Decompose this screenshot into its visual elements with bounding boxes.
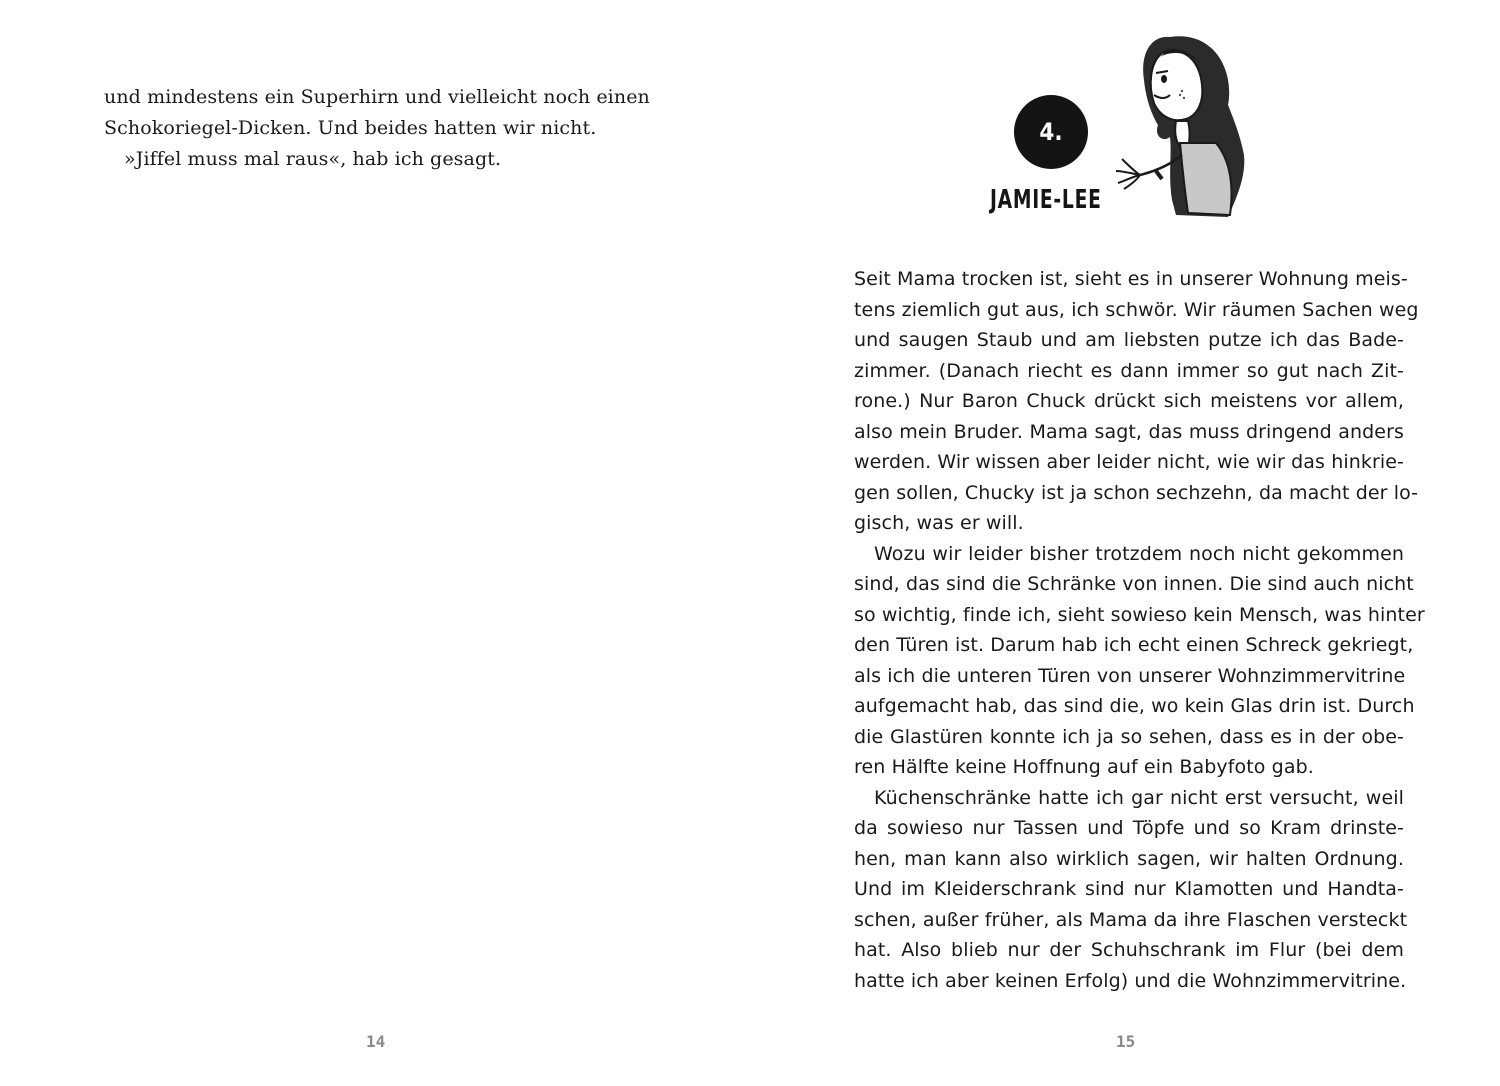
text-line: hen, man kann also wirklich sagen, wir halten Ordnung. [854, 847, 1404, 870]
text-line: gisch, was er will. [854, 512, 1024, 534]
text-line: Wozu wir leider bisher trotzdem noch nicht gekommen [874, 542, 1404, 565]
text-line: hatte ich aber keinen Erfolg) und die Wohnzimmervitrine. [854, 969, 1407, 992]
girl-illustration-icon [1110, 25, 1260, 225]
text-line: Und im Kleiderschrank sind nur Klamotten und Handta- [854, 878, 1404, 900]
text-line: den Türen ist. Darum hab ich echt einen Schreck gekriegt, [854, 634, 1414, 656]
text-line: werden. Wir wissen aber leider nicht, wie wir das hinkrie- [854, 451, 1404, 473]
text-line: die Glastüren konnte ich ja so sehen, dass es in der obe- [854, 725, 1404, 748]
page-number-right: 15 [1116, 1032, 1136, 1051]
text-line: aufgemacht hab, das sind die, wo kein Glas drin ist. Durch [854, 695, 1415, 717]
text-line: rone.) Nur Baron Chuck drückt sich meistens vor allem, [854, 390, 1404, 412]
text-line: und saugen Staub und am liebsten putze ich das Bade- [854, 329, 1404, 351]
text-line: Schokoriegel-Dicken. Und beides hatten wir nicht. [104, 117, 597, 139]
text-line: Küchenschränke hatte ich gar nicht erst versucht, weil [874, 786, 1404, 809]
text-line: so wichtig, finde ich, sieht sowieso kein Mensch, was hinter [854, 603, 1425, 626]
text-line: zimmer. (Danach riecht es dann immer so gut nach Zit- [854, 359, 1404, 382]
text-line: gen sollen, Chucky ist ja schon sechzehn, da macht der lo- [854, 481, 1419, 504]
left-page-text [104, 82, 664, 175]
chapter-heading [980, 25, 1270, 225]
right-page-text [854, 264, 1425, 996]
page-number-left: 14 [366, 1032, 386, 1051]
text-line: da sowieso nur Tassen und Töpfe und so Kram drinste- [854, 817, 1404, 839]
text-line: und mindestens ein Superhirn und vielleicht noch einen [104, 86, 650, 108]
text-line: als ich die unteren Türen von unserer Wohnzimmervitrine [854, 664, 1406, 687]
right-page [750, 0, 1500, 1086]
chapter-title: JAMIE-LEE [990, 185, 1102, 215]
text-line: »Jiffel muss mal raus«, hab ich gesagt. [124, 148, 502, 170]
text-line: also mein Bruder. Mama sagt, das muss dringend anders [854, 420, 1404, 443]
chapter-number-badge: 4. [1014, 95, 1088, 169]
text-line: Seit Mama trocken ist, sieht es in unserer Wohnung meis- [854, 268, 1408, 290]
text-line: schen, außer früher, als Mama da ihre Flaschen versteckt [854, 908, 1408, 931]
text-line: hat. Also blieb nur der Schuhschrank im Flur (bei dem [854, 939, 1404, 961]
text-line: tens ziemlich gut aus, ich schwör. Wir räumen Sachen weg [854, 298, 1419, 321]
text-line: sind, das sind die Schränke von innen. Die sind auch nicht [854, 573, 1414, 595]
text-line: ren Hälfte keine Hoffnung auf ein Babyfoto gab. [854, 756, 1314, 778]
